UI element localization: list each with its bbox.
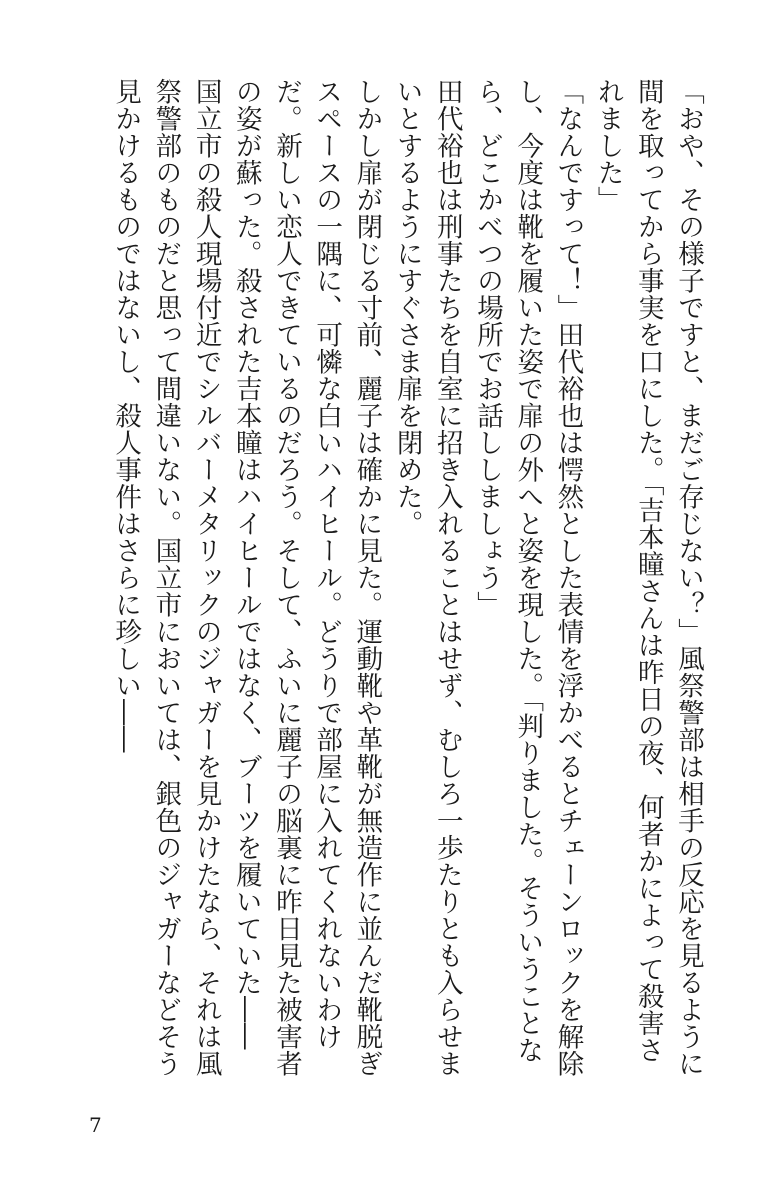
page-number: 7 bbox=[89, 1113, 102, 1137]
paragraph-2: 「なんですって！」田代裕也は愕然とした表情を浮かべるとチェーンロックを解除し、今度は靴を履いた姿で扉の外へと姿を現した。「判りました。そういうことなら、どこかべつの場所でお話ししましょう」 bbox=[471, 78, 584, 1077]
paragraph-5: 国立市の殺人現場付近でシルバーメタリックのジャガーを見かけたなら、それは風祭警部のものだと思って間違いない。国立市においては、銀色のジャガーなどそう見かけるものではないし、殺人事件はさらに珍しい―― bbox=[110, 78, 222, 1077]
paragraph-4: しかし扉が閉じる寸前、麗子は確かに見た。運動靴や革靴が無造作に並んだ靴脱ぎスペースの一隅に、可憐な白いハイヒール。どうりで部屋に入れてくれないわけだ。新しい恋人できているのだろう。そして、ふいに麗子の脳裏に昨日見た被害者の姿が蘇った。殺された吉本瞳はハイヒールではなく、ブーツを履いていた―― bbox=[230, 78, 383, 1077]
paragraph-3: 田代裕也は刑事たちを自室に招き入れることはせず、むしろ一歩たりとも入らせまいとするようにすぐさま扉を閉めた。 bbox=[391, 78, 463, 1077]
vertical-text-body bbox=[58, 78, 708, 1088]
paragraph-1: 「おや、その様子ですと、まだご存じない？」風祭警部は相手の反応を見るように間を取ってから事実を口にした。「吉本瞳さんは昨日の夜、何者かによって殺害されました」 bbox=[592, 78, 704, 1077]
